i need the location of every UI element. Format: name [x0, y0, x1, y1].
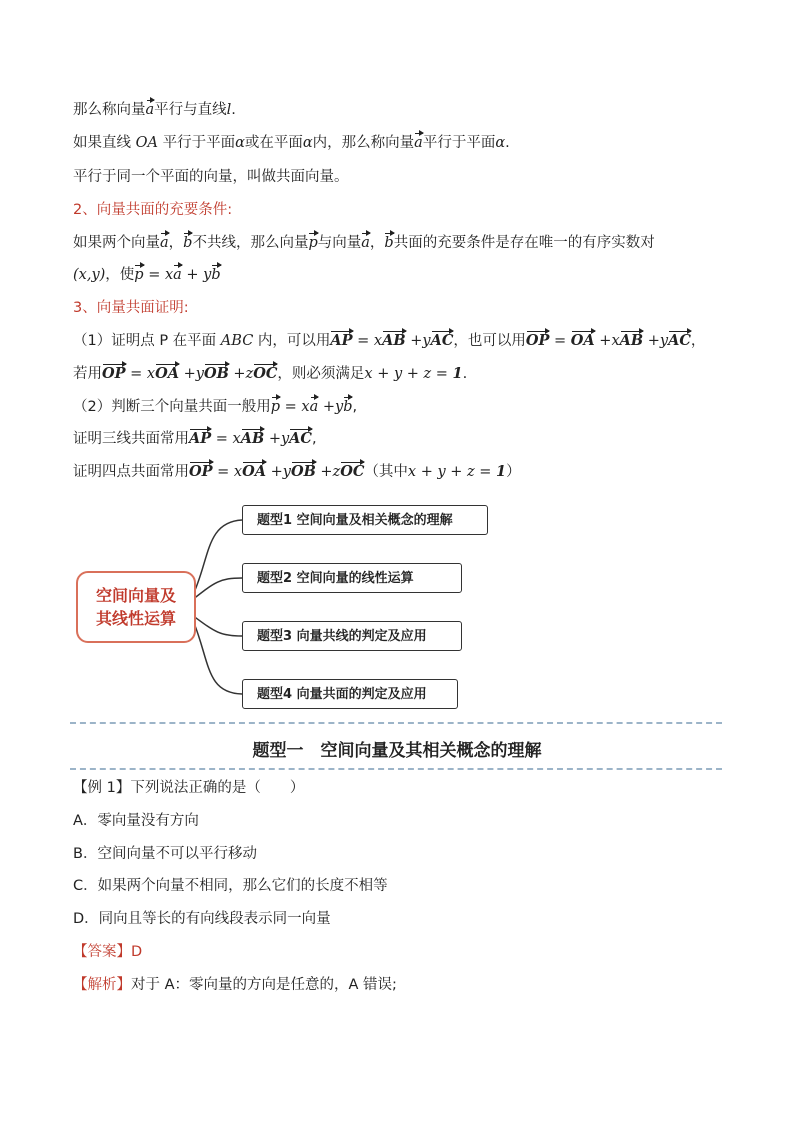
option-a: A．零向量没有方向	[73, 813, 199, 829]
text: 不共线，那么向量	[192, 235, 309, 251]
text: 或在平面	[244, 135, 303, 151]
text: 平行与直线	[154, 102, 227, 118]
text-line-10: 证明四点共面常用OP = xOA +yOB +zOC（其中x + y + z = 1）	[73, 463, 521, 480]
mindmap-node-2[interactable]: 题型2 空间向量的线性运算	[242, 563, 462, 593]
text: ，则必须满足	[277, 366, 365, 382]
connector-4	[192, 618, 242, 694]
connector-3	[192, 615, 242, 636]
text-line-2: 如果直线 OA 平行于平面α或在平面α内，那么称向量a平行于平面α.	[73, 135, 510, 151]
text: 若用	[73, 366, 102, 382]
text-line-1: 那么称向量a平行与直线l.	[73, 102, 236, 118]
example-stem: 【例 1】下列说法正确的是（ ）	[73, 780, 305, 796]
option-b: B．空间向量不可以平行移动	[73, 846, 257, 862]
mindmap-center	[76, 571, 196, 643]
text: 平行于平面	[157, 135, 236, 151]
connector-2	[192, 578, 242, 600]
text-line-5: (x,y)，使p = xa + yb	[73, 267, 221, 283]
text: 如果直线	[73, 135, 136, 151]
text: 共面的充要条件是存在唯一的有序实数对	[393, 235, 655, 251]
text: 证明三线共面常用	[73, 431, 189, 447]
text: 平行于平面	[422, 135, 496, 151]
mindmap-node-3[interactable]: 题型3 向量共线的判定及应用	[242, 621, 462, 651]
vector-a: a	[160, 235, 169, 251]
analysis-line	[73, 975, 397, 995]
text: （2）判断三个向量共面一般用	[73, 399, 271, 415]
connector-1	[192, 520, 242, 597]
text: 证明四点共面常用	[73, 464, 189, 480]
text-line-9: 证明三线共面常用AP = xAB +yAC,	[73, 430, 317, 447]
vector-p: p	[308, 235, 318, 251]
text: 如果两个向量	[73, 235, 160, 251]
text: 内，可以用	[253, 333, 331, 349]
answer-value: D	[131, 944, 143, 960]
option-d: D．同向且等长的有向线段表示同一向量	[73, 911, 331, 927]
text-line-7: 若用OP = xOA +yOB +zOC，则必须满足x + y + z = 1.	[73, 365, 468, 382]
vector-a: a	[414, 135, 423, 151]
text: ）	[506, 464, 521, 480]
text: 与向量	[317, 235, 362, 251]
vector-b: b	[183, 235, 193, 251]
math-xy: (x,y)	[73, 267, 106, 283]
math-alpha: α	[495, 135, 506, 151]
mindmap-center-label: 空间向量及其线性运算	[95, 586, 176, 628]
text: ，也可以用	[453, 333, 526, 349]
text: （1）证明点 P 在平面	[73, 333, 221, 349]
section-title: 题型一 空间向量及其相关概念的理解	[252, 741, 542, 761]
math-OA: OA	[135, 135, 158, 151]
subheading-3: 3、向量共面证明:	[73, 300, 189, 316]
option-c: C．如果两个向量不相同，那么它们的长度不相等	[73, 878, 388, 894]
analysis-text: 对于 A：零向量的方向是任意的，A 错误;	[131, 977, 397, 993]
text: （其中	[364, 464, 408, 480]
text-line-3: 平行于同一个平面的向量，叫做共面向量。	[73, 169, 349, 185]
text: ，使	[105, 267, 135, 283]
vector-a: a	[145, 102, 155, 118]
subheading-2: 2、向量共面的充要条件:	[73, 202, 233, 218]
math-ABC: ABC	[220, 333, 254, 349]
divider-bottom	[70, 768, 722, 770]
math-alpha: α	[235, 135, 245, 151]
vector-b: b	[384, 235, 394, 251]
answer-label: 【答案】	[73, 944, 131, 960]
vector-b: b	[211, 267, 221, 283]
text-line-4: 如果两个向量a，b不共线，那么向量p与向量a，b共面的充要条件是存在唯一的有序实数对	[73, 235, 655, 251]
vector-a: a	[361, 235, 370, 251]
text-line-8: （2）判断三个向量共面一般用p = xa +yb,	[73, 399, 358, 415]
answer-line	[73, 942, 142, 962]
divider-top	[70, 722, 722, 724]
mindmap-node-1[interactable]: 题型1 空间向量及相关概念的理解	[242, 505, 488, 535]
vector-p: p	[134, 267, 144, 283]
mindmap-node-4[interactable]: 题型4 向量共面的判定及应用	[242, 679, 458, 709]
math-l: l	[226, 102, 232, 118]
text: 内，那么称向量	[312, 135, 415, 151]
math-alpha: α	[302, 135, 313, 151]
text-line-6: （1）证明点 P 在平面 ABC 内，可以用AP = xAB +yAC，也可以用OP = OA +xAB +yAC，	[73, 332, 706, 349]
analysis-label: 【解析】	[73, 977, 131, 993]
text: 那么称向量	[73, 102, 146, 118]
vector-a: a	[173, 267, 182, 283]
